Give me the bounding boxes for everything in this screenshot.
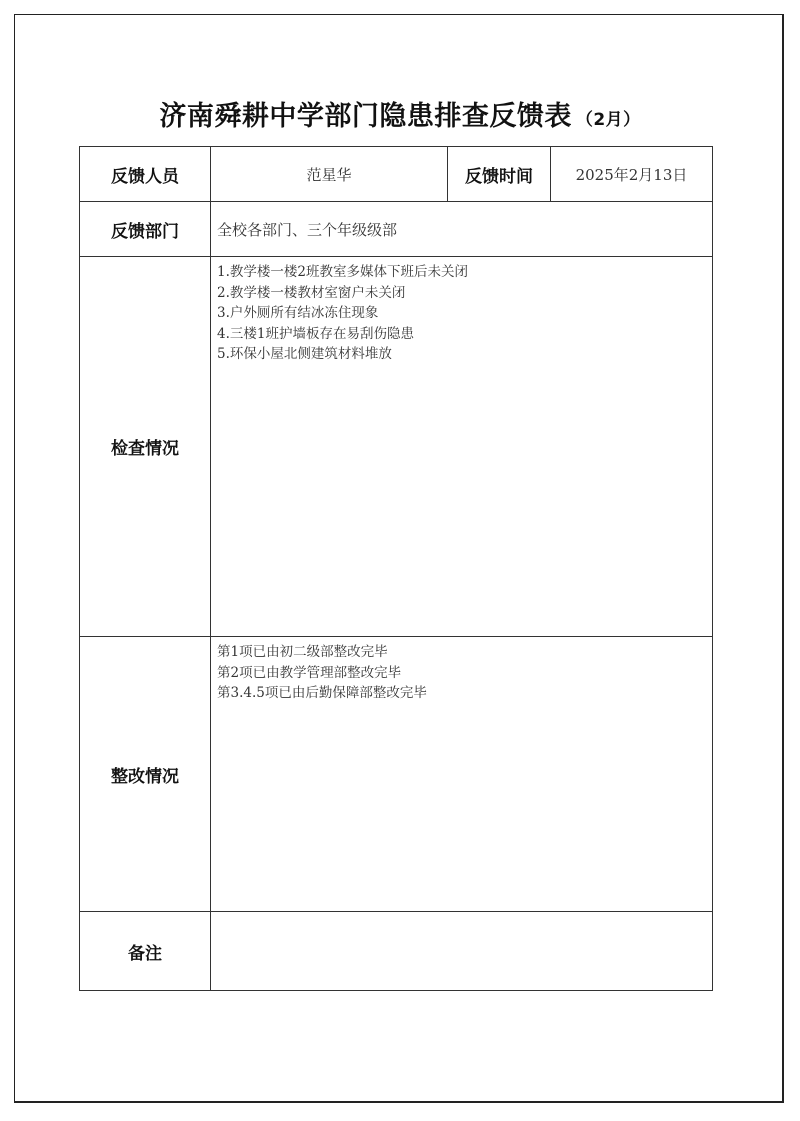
inspection-item: 2.教学楼一楼教材室窗户未关闭 — [217, 284, 406, 301]
feedback-time-value[interactable]: 2025年2月13日 — [551, 147, 713, 202]
remarks-label: 备注 — [80, 912, 211, 991]
department-value[interactable]: 全校各部门、三个年级级部 — [211, 202, 713, 257]
inspection-label: 检查情况 — [80, 257, 211, 637]
rectification-label: 整改情况 — [80, 637, 211, 912]
rectification-row — [80, 637, 713, 912]
feedback-person-label: 反馈人员 — [80, 147, 211, 202]
inspection-content[interactable] — [211, 257, 713, 637]
rectification-item: 第2项已由教学管理部整改完毕 — [217, 664, 402, 681]
remarks-value[interactable] — [211, 912, 713, 991]
remarks-row — [80, 912, 713, 991]
document-title — [0, 94, 800, 133]
inspection-item: 5.环保小屋北侧建筑材料堆放 — [217, 346, 392, 362]
department-label: 反馈部门 — [80, 202, 211, 257]
rectification-item: 第1项已由初二级部整改完毕 — [217, 644, 388, 660]
inspection-item: 4.三楼1班护墙板存在易刮伤隐患 — [217, 325, 414, 342]
document-title-month: （2月） — [575, 110, 641, 130]
document-title-main: 济南舜耕中学部门隐患排查反馈表 — [159, 101, 572, 132]
rectification-content[interactable] — [211, 637, 713, 912]
inspection-item: 3.户外厕所有结冰冻住现象 — [217, 305, 379, 321]
feedback-form-table — [79, 146, 713, 991]
rectification-item: 第3.4.5项已由后勤保障部整改完毕 — [217, 685, 427, 701]
feedback-time-label: 反馈时间 — [448, 147, 551, 202]
inspection-item: 1.教学楼一楼2班教室多媒体下班后未关闭 — [217, 264, 468, 280]
department-row — [80, 202, 713, 257]
inspection-row — [80, 257, 713, 637]
feedback-person-row — [80, 147, 713, 202]
feedback-person-value[interactable]: 范星华 — [211, 147, 448, 202]
